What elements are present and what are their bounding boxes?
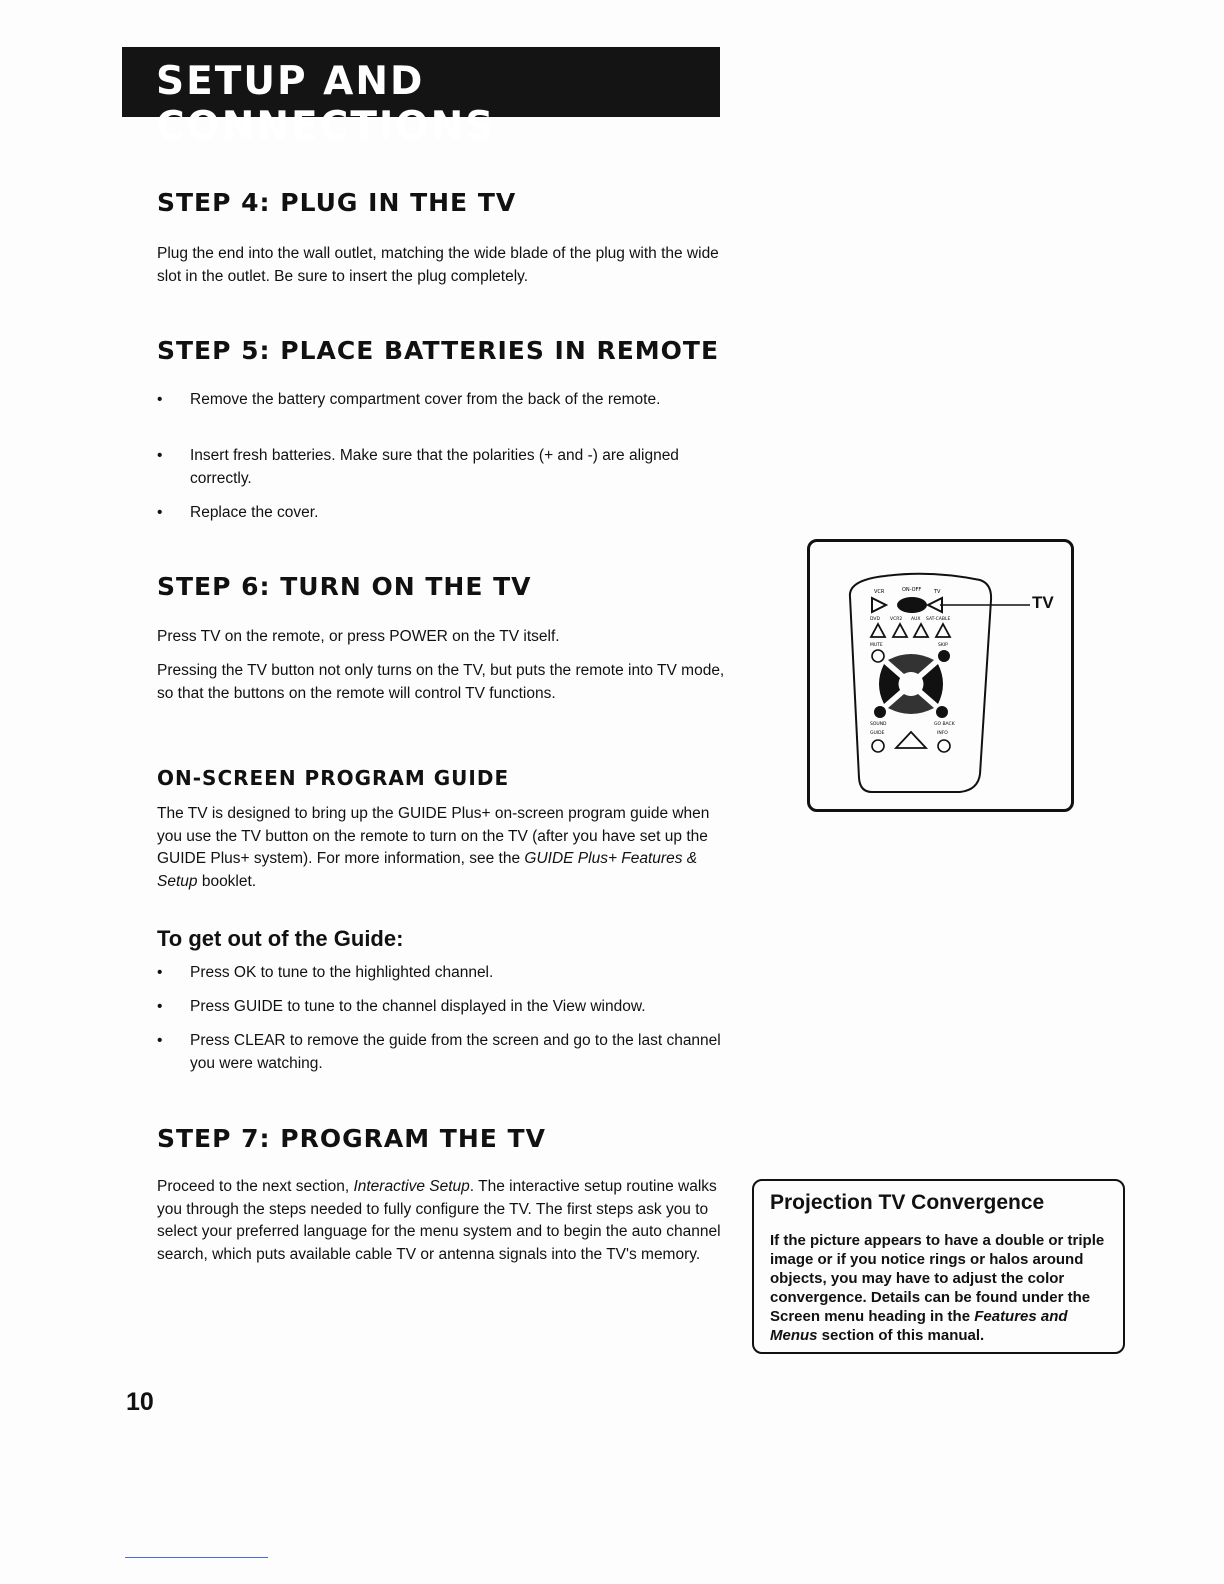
step5-bullet — [157, 389, 727, 412]
vcr-button-icon — [872, 598, 886, 612]
dpad-right-icon — [922, 664, 943, 704]
dpad-up-icon — [888, 654, 934, 674]
footer-divider — [125, 1557, 268, 1558]
label-vcr: VCR — [874, 589, 885, 595]
tv-button-icon — [928, 598, 942, 612]
guide-button-icon — [872, 740, 884, 752]
step7-section-ref: Interactive Setup — [353, 1178, 470, 1195]
step7-heading: STEP 7: PROGRAM THE TV — [157, 1124, 546, 1153]
step5-bullet — [157, 502, 727, 525]
step5-bullet-text: Replace the cover. — [190, 504, 319, 521]
label-dvd: DVD — [870, 617, 880, 622]
callout-section-ref: Features and Menus — [770, 1308, 1068, 1344]
label-guide: GUIDE — [870, 731, 885, 736]
callout-body-text: If the picture appears to have a double or triple image or if you notice rings or halos around objects, you may have to adjust the color convergence. Details can be found under the Screen menu heading in the — [770, 1232, 1105, 1325]
bullet-icon: • — [157, 998, 163, 1015]
label-on-off: ON-OFF — [902, 587, 922, 593]
label-tv: TV — [934, 589, 941, 595]
bullet-icon: • — [157, 391, 163, 408]
page-number: 10 — [126, 1388, 154, 1416]
step5-bullet-text: Insert fresh batteries. Make sure that the polarities (+ and -) are aligned correctly. — [190, 447, 679, 487]
power-button-icon — [897, 597, 927, 613]
step7-body — [157, 1176, 722, 1266]
step5-bullet-text: Remove the battery compartment cover from the back of the remote. — [190, 391, 661, 408]
callout-body-end: section of this manual. — [817, 1327, 985, 1344]
exit-bullet-text: Press GUIDE to tune to the channel displayed in the View window. — [190, 998, 646, 1015]
label-sound: SOUND — [870, 722, 887, 727]
step4-body: Plug the end into the wall outlet, matching the wide blade of the plug with the wide slot in the outlet. Be sure to insert the plug completely. — [157, 245, 719, 285]
label-go-back: GO BACK — [934, 722, 955, 727]
exit-bullet — [157, 1030, 727, 1075]
callout-title: Projection TV Convergence — [770, 1191, 1045, 1214]
callout-body — [770, 1231, 1115, 1345]
label-sat-cable: SAT-CABLE — [926, 617, 951, 622]
step4-heading: STEP 4: PLUG IN THE TV — [157, 188, 517, 217]
tv-callout-label: TV — [1032, 593, 1054, 612]
guide-heading: ON-SCREEN PROGRAM GUIDE — [157, 766, 510, 790]
section-banner — [122, 47, 720, 149]
remote-illustration — [807, 539, 1074, 812]
label-mute: MUTE — [870, 643, 883, 648]
exit-bullet — [157, 962, 727, 985]
bullet-icon: • — [157, 504, 163, 521]
guide-body — [157, 803, 727, 893]
label-info: INFO — [937, 731, 948, 736]
bullet-icon: • — [157, 964, 163, 981]
remote-drawing — [810, 542, 1071, 809]
dpad-down-icon — [888, 694, 934, 714]
banner-title: SETUP AND CONNECTIONS — [156, 59, 496, 149]
go-back-button-icon — [936, 706, 948, 718]
step6-p2: Pressing the TV button not only turns on the TV, but puts the remote into TV mode, so that the buttons on the remote will control TV functions. — [157, 662, 725, 702]
exit-bullet — [157, 996, 727, 1019]
mute-button-icon — [872, 650, 884, 662]
up-arrow-button-icon — [896, 732, 926, 748]
convergence-callout — [752, 1179, 1125, 1354]
skip-button-icon — [938, 650, 950, 662]
step7-body-end: . The interactive setup routine walks you through the steps needed to fully configure the TV. The first steps ask you to select your preferred language for the menu system and to begin the auto channel search, which puts available cable TV or antenna signals into the TV's memory. — [157, 1178, 721, 1263]
bullet-icon: • — [157, 1032, 163, 1049]
step6-p1: Press TV on the remote, or press POWER on the TV itself. — [157, 628, 560, 645]
label-skip: SKIP — [938, 643, 948, 648]
label-aux: AUX — [911, 617, 921, 622]
label-vcr2: VCR2 — [890, 617, 903, 622]
dvd-button-icon — [871, 624, 885, 637]
step7-body-text: Proceed to the next section, — [157, 1178, 354, 1195]
exit-heading: To get out of the Guide: — [157, 926, 404, 951]
step6-heading: STEP 6: TURN ON THE TV — [157, 572, 532, 601]
aux-button-icon — [914, 624, 928, 637]
sound-button-icon — [874, 706, 886, 718]
info-button-icon — [938, 740, 950, 752]
sat-cable-button-icon — [936, 624, 950, 637]
guide-body-text: The TV is designed to bring up the GUIDE Plus+ on-screen program guide when you use the TV button on the remote to turn on the TV (after you have set up the GUIDE Plus+ system). For more information, see the — [157, 805, 710, 867]
step5-heading: STEP 5: PLACE BATTERIES IN REMOTE — [157, 336, 720, 365]
exit-bullet-text: Press OK to tune to the highlighted channel. — [190, 964, 494, 981]
step5-bullet — [157, 445, 727, 490]
guide-booklet-title: GUIDE Plus+ Features & Setup — [157, 850, 698, 890]
guide-body-end: booklet. — [197, 872, 257, 890]
exit-bullet-text: Press CLEAR to remove the guide from the screen and go to the last channel you were watching. — [190, 1032, 721, 1072]
vcr2-button-icon — [893, 624, 907, 637]
dpad-left-icon — [879, 664, 900, 704]
bullet-icon: • — [157, 447, 163, 464]
